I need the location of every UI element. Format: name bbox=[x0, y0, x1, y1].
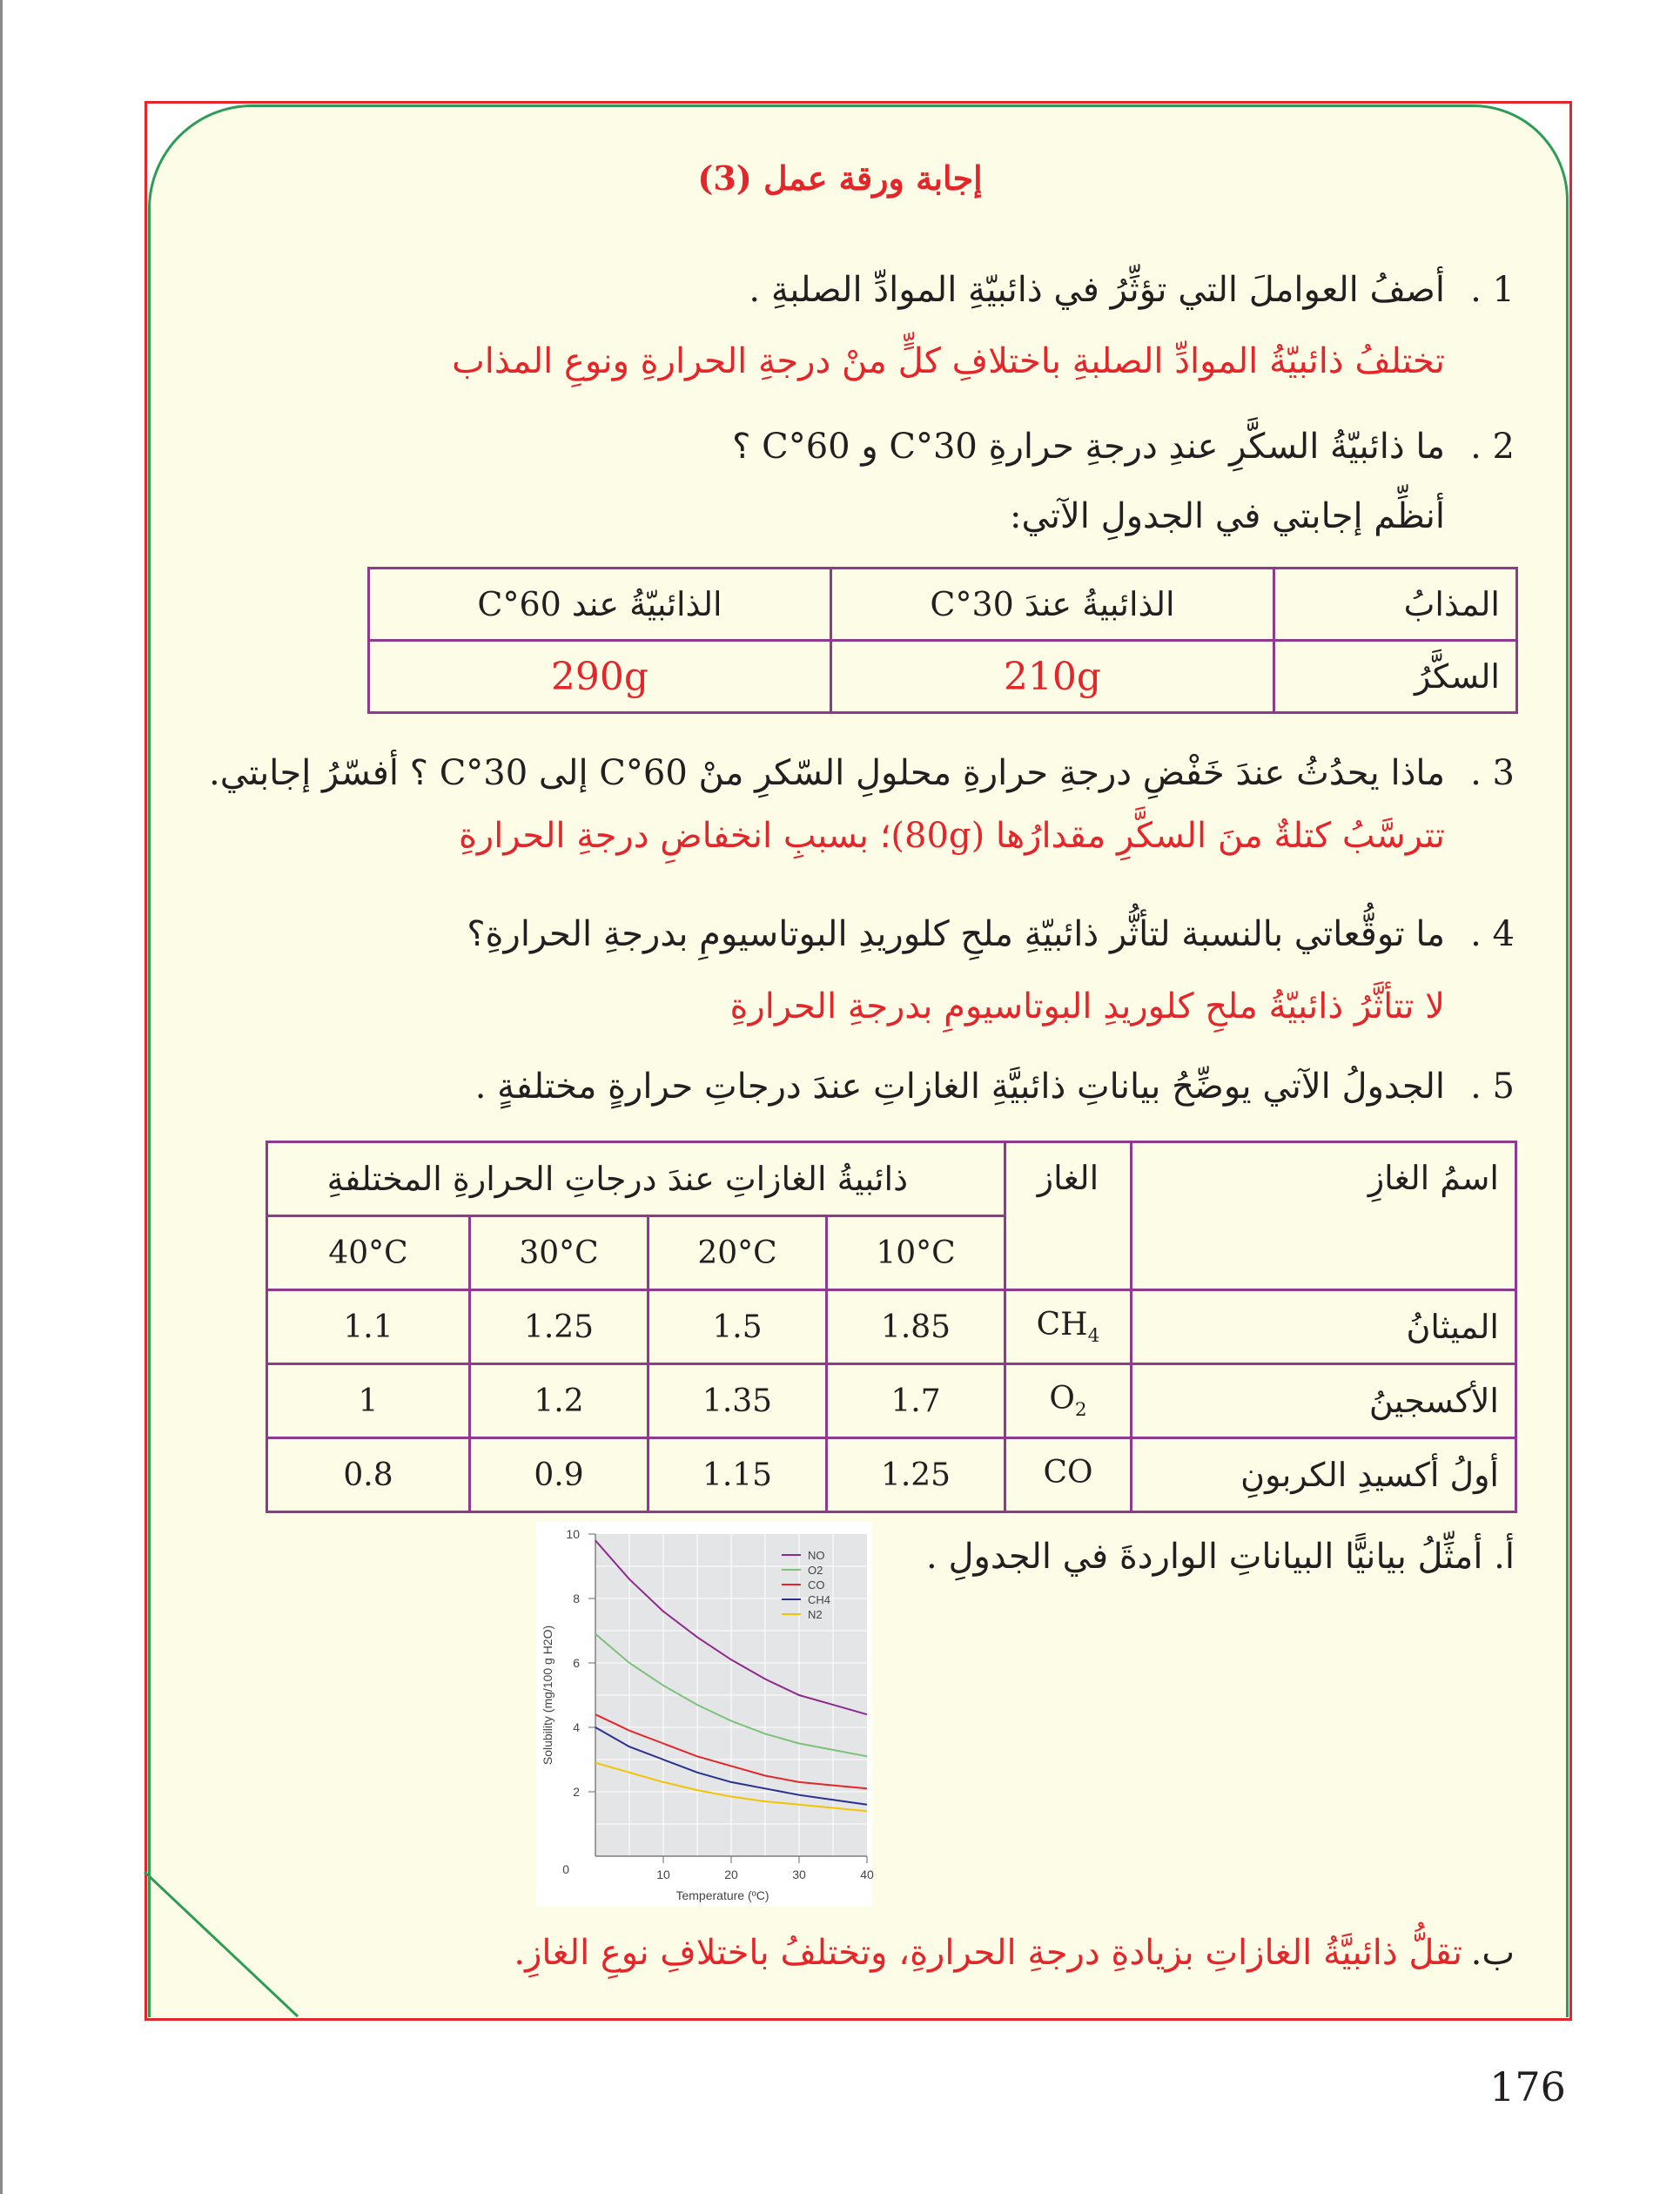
gas-name: الأكسجينُ bbox=[1132, 1364, 1516, 1438]
header-solubility-30: الذائبيةُ عندَ 30°C bbox=[831, 569, 1274, 641]
value-40: 0.8 bbox=[267, 1438, 470, 1512]
q1-text: أصفُ العواملَ التي تؤثِّرُ في ذائبيّةِ الموادِّ الصلبةِ . bbox=[749, 270, 1445, 310]
value-30: 1.2 bbox=[470, 1364, 648, 1438]
q4-answer: لا تتأثَّرُ ذائبيّةُ ملحِ كلوريدِ البوتاسيومِ بدرجةِ الحرارةِ bbox=[729, 986, 1445, 1026]
table-row bbox=[267, 1438, 1516, 1512]
value-10: 1.7 bbox=[827, 1364, 1005, 1438]
y-tick-label: 10 bbox=[566, 1527, 580, 1541]
q5-part-b-answer: تقلُّ ذائبيَّةُ الغازاتِ بزيادةِ درجةِ الحرارةِ، وتختلفُ باختلافِ نوعِ الغازِ. bbox=[514, 1933, 1462, 1973]
legend-label: NO bbox=[808, 1549, 825, 1562]
gas-formula: $O_2$ bbox=[1005, 1364, 1132, 1438]
gas-formula: CO bbox=[1005, 1438, 1132, 1512]
value-40: 1.1 bbox=[267, 1290, 470, 1364]
y-tick-label: 4 bbox=[573, 1720, 580, 1734]
value-40: 1 bbox=[267, 1364, 470, 1438]
y-tick-label: 0 bbox=[562, 1862, 569, 1876]
q2-text: ما ذائبيّةُ السكَّرِ عندِ درجةِ حرارةِ 30°C و 60°C ؟ bbox=[732, 427, 1445, 467]
header-gas-formula: الغاز bbox=[1005, 1142, 1132, 1290]
gas-name: الميثانُ bbox=[1132, 1290, 1516, 1364]
q3-text: ماذا يحدُثُ عندَ خَفْضِ درجةِ حرارةِ محلولِ السّكرِ منْ 60°C إلى 30°C ؟ أفسّرُ إجابتي. bbox=[209, 753, 1445, 793]
q2-number: 2 . bbox=[1470, 427, 1515, 467]
value-10: 1.25 bbox=[827, 1438, 1005, 1512]
q3-answer: تترسَّبُ كتلةٌ منَ السكَّرِ مقدارُها (80g)؛ بسببِ انخفاضِ درجةِ الحرارةِ bbox=[458, 816, 1445, 856]
gas-name: أولُ أكسيدِ الكربونِ bbox=[1132, 1438, 1516, 1512]
worksheet-title: إجابة ورقة عمل (3) bbox=[697, 158, 983, 198]
value-20: 1.15 bbox=[648, 1438, 827, 1512]
gas-solubility-table bbox=[265, 1141, 1517, 1513]
solubility-chart bbox=[536, 1522, 872, 1907]
value-30: 0.9 bbox=[470, 1438, 648, 1512]
cell-sugar-30: 210g bbox=[831, 641, 1274, 713]
value-20: 1.5 bbox=[648, 1290, 827, 1364]
x-tick-label: 10 bbox=[656, 1868, 670, 1881]
page-number: 176 bbox=[1489, 2063, 1566, 2110]
cell-sugar: السكَّرُ bbox=[1274, 641, 1517, 713]
q4-number: 4 . bbox=[1470, 914, 1515, 954]
header-gas-name: اسمُ الغازِ bbox=[1132, 1142, 1516, 1290]
value-30: 1.25 bbox=[470, 1290, 648, 1364]
legend-label: CH4 bbox=[808, 1593, 831, 1606]
y-axis-label: Solubility (mg/100 g H2O) bbox=[541, 1625, 554, 1766]
header-temp-30: 30°C bbox=[470, 1216, 648, 1290]
q5-part-b-letter: ب. bbox=[1470, 1933, 1515, 1973]
sugar-solubility-table bbox=[367, 567, 1518, 714]
x-tick-label: 20 bbox=[724, 1868, 738, 1881]
q1-answer: تختلفُ ذائبيّةُ الموادِّ الصلبةِ باختلافِ كلٍّ منْ درجةِ الحرارةِ ونوعِ المذاب bbox=[452, 341, 1445, 381]
corner-diagonal bbox=[144, 1872, 301, 2020]
header-solubility-range: ذائبيةُ الغازاتِ عندَ درجاتِ الحرارةِ المختلفةِ bbox=[267, 1142, 1005, 1216]
header-temp-20: 20°C bbox=[648, 1216, 827, 1290]
x-axis-label: Temperature (ºC) bbox=[675, 1888, 769, 1902]
q5-part-a: أ. أمثِّلُ بيانيًّا البياناتِ الواردةَ في الجدولِ . bbox=[926, 1537, 1515, 1577]
gas-formula: $CH_4$ bbox=[1005, 1290, 1132, 1364]
chart-svg bbox=[536, 1522, 872, 1907]
legend-label: CO bbox=[808, 1578, 825, 1592]
table-row bbox=[267, 1364, 1516, 1438]
q1-number: 1 . bbox=[1470, 270, 1515, 310]
legend-label: N2 bbox=[808, 1608, 823, 1621]
x-tick-label: 30 bbox=[792, 1868, 806, 1881]
cell-sugar-60: 290g bbox=[369, 641, 831, 713]
y-tick-label: 2 bbox=[573, 1785, 580, 1799]
page-edge-rule bbox=[0, 0, 3, 2194]
x-tick-label: 40 bbox=[860, 1868, 874, 1881]
value-10: 1.85 bbox=[827, 1290, 1005, 1364]
q5-number: 5 . bbox=[1470, 1067, 1515, 1107]
header-temp-40: 40°C bbox=[267, 1216, 470, 1290]
q5-text: الجدولُ الآتي يوضِّحُ بياناتِ ذائبيَّةِ الغازاتِ عندَ درجاتِ حرارةٍ مختلفةٍ . bbox=[474, 1067, 1445, 1107]
value-20: 1.35 bbox=[648, 1364, 827, 1438]
y-tick-label: 6 bbox=[573, 1656, 580, 1670]
q4-text: ما توقُّعاتي بالنسبة لتأثُّر ذائبيّةِ ملحِ كلوريدِ البوتاسيومِ بدرجةِ الحرارةِ؟ bbox=[467, 914, 1445, 954]
table-row bbox=[267, 1290, 1516, 1364]
q2-instruction: أنظِّم إجابتي في الجدولِ الآتي: bbox=[1010, 496, 1445, 536]
header-solubility-60: الذائبيّةُ عند 60°C bbox=[369, 569, 831, 641]
q3-number: 3 . bbox=[1470, 753, 1515, 793]
y-tick-label: 8 bbox=[573, 1592, 580, 1605]
legend-label: O2 bbox=[808, 1564, 823, 1577]
header-solute: المذابُ bbox=[1274, 569, 1517, 641]
header-temp-10: 10°C bbox=[827, 1216, 1005, 1290]
